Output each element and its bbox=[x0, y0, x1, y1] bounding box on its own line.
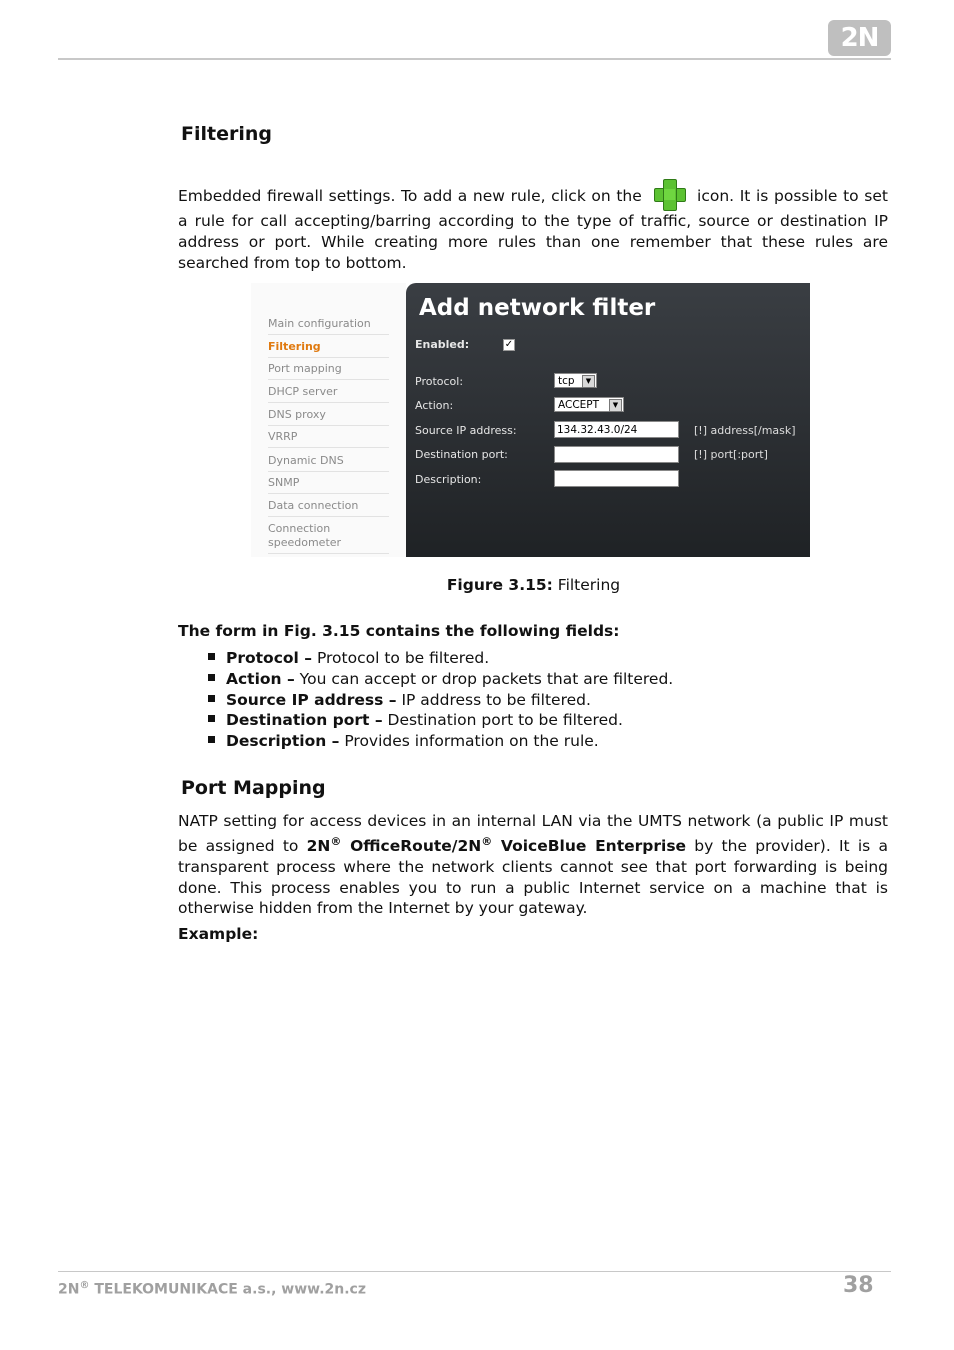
list-item bbox=[208, 731, 673, 752]
figure-form-panel bbox=[406, 283, 810, 557]
figure-add-network-filter bbox=[251, 283, 810, 557]
header-rule bbox=[58, 58, 891, 60]
source-ip-hint: [!] address[/mask] bbox=[694, 424, 796, 437]
field-desc: IP address to be filtered. bbox=[396, 690, 591, 709]
list-item bbox=[208, 669, 673, 690]
destination-port-input[interactable] bbox=[554, 446, 679, 463]
example-label: Example: bbox=[178, 925, 259, 943]
source-ip-input[interactable]: 134.32.43.0/24 bbox=[554, 421, 679, 438]
field-desc: You can accept or drop packets that are filtered. bbox=[294, 669, 674, 688]
field-term: Action – bbox=[226, 669, 295, 688]
brand-voiceblue: VoiceBlue Enterprise bbox=[492, 836, 687, 855]
footer-company-text: TELEKOMUNIKACE a.s., www.2n.cz bbox=[89, 1281, 366, 1298]
sidebar-item-dns-proxy[interactable]: DNS proxy bbox=[268, 408, 389, 426]
field-term: Protocol – bbox=[226, 649, 313, 667]
brand-2n: 2N bbox=[306, 836, 331, 855]
section-title-port-mapping: Port Mapping bbox=[181, 777, 326, 799]
chevron-down-icon: ▼ bbox=[609, 399, 622, 412]
sidebar-item-filtering[interactable]: Filtering bbox=[268, 340, 389, 358]
action-label: Action: bbox=[415, 399, 454, 412]
filtering-text-1: Embedded firewall settings. To add a new rule, click on the bbox=[178, 187, 642, 205]
description-input[interactable] bbox=[554, 470, 679, 487]
form-title: Add network filter bbox=[419, 295, 656, 321]
sidebar-item-dynamic-dns[interactable]: Dynamic DNS bbox=[268, 454, 389, 472]
bullet-icon bbox=[208, 695, 215, 702]
sidebar-item-port-mapping[interactable]: Port mapping bbox=[268, 362, 389, 380]
chevron-down-icon: ▼ bbox=[582, 375, 595, 388]
filtering-text-2: icon. It is possible to set a rule for call accepting/barring according to the type of traffic, source or destination IP address or port. While creating more rules than one remember that these rules are searched from top to bottom. bbox=[178, 187, 888, 272]
description-label: Description: bbox=[415, 473, 482, 486]
footer-rule bbox=[58, 1271, 891, 1272]
footer-company: 2N® TELEKOMUNIKACE a.s., www.2n.cz bbox=[58, 1280, 366, 1298]
action-value: ACCEPT bbox=[558, 399, 600, 411]
protocol-label: Protocol: bbox=[415, 375, 464, 388]
section-title-filtering: Filtering bbox=[181, 123, 272, 145]
action-select[interactable] bbox=[554, 397, 624, 412]
registered-mark: ® bbox=[481, 834, 493, 848]
2n-logo: 2N bbox=[828, 20, 891, 56]
sidebar-item-data-connection[interactable]: Data connection bbox=[268, 499, 389, 517]
bullet-icon bbox=[208, 715, 215, 722]
field-desc: Provides information on the rule. bbox=[339, 732, 599, 751]
port-mapping-text-1: NATP setting for access devices in an internal LAN via the UMTS network (a public IP must be assigned to bbox=[178, 812, 888, 855]
sidebar-item-main-configuration[interactable]: Main configuration bbox=[268, 317, 389, 335]
sidebar-item-connection-speedometer[interactable]: Connection speedometer bbox=[268, 522, 389, 554]
enabled-checkbox[interactable]: ✓ bbox=[504, 339, 514, 350]
add-plus-icon bbox=[651, 177, 687, 211]
bullet-icon bbox=[208, 653, 215, 660]
sidebar-item-dhcp-server[interactable]: DHCP server bbox=[268, 385, 389, 403]
figure-sidebar bbox=[251, 283, 406, 557]
list-item bbox=[208, 710, 673, 731]
list-item bbox=[208, 690, 673, 711]
destination-port-hint: [!] port[:port] bbox=[694, 448, 768, 461]
figure-caption bbox=[0, 576, 954, 594]
source-ip-label: Source IP address: bbox=[415, 424, 517, 437]
field-term: Source IP address – bbox=[226, 690, 397, 709]
bullet-icon bbox=[208, 736, 215, 743]
caption-text: Filtering bbox=[552, 576, 621, 594]
protocol-value: tcp bbox=[558, 375, 575, 387]
enabled-label: Enabled: bbox=[415, 338, 470, 351]
field-term: Destination port – bbox=[226, 711, 383, 730]
bullet-icon bbox=[208, 674, 215, 681]
brand-officeroute: OfficeRoute/2N bbox=[341, 836, 482, 855]
field-term: Description – bbox=[226, 732, 340, 751]
protocol-select[interactable] bbox=[554, 373, 597, 388]
port-mapping-text-2: by the provider). It is a transparent process where the network clients cannot see that port forwarding is being done. This process enables you to run a public Internet service on a machine that is otherwise hidden from the Internet by your gateway. bbox=[178, 836, 888, 918]
field-desc: Protocol to be filtered. bbox=[312, 649, 490, 667]
field-desc: Destination port to be filtered. bbox=[382, 711, 623, 730]
caption-label: Figure 3.15: bbox=[446, 576, 553, 594]
footer-brand: 2N bbox=[58, 1281, 80, 1298]
sidebar-item-vrrp[interactable]: VRRP bbox=[268, 430, 389, 448]
page-number: 38 bbox=[843, 1273, 874, 1298]
filtering-paragraph bbox=[178, 177, 888, 273]
destination-port-label: Destination port: bbox=[415, 448, 508, 461]
registered-mark: ® bbox=[330, 834, 342, 848]
list-item bbox=[208, 648, 673, 669]
fields-list bbox=[208, 648, 673, 752]
fields-heading: The form in Fig. 3.15 contains the following fields: bbox=[178, 622, 620, 640]
port-mapping-paragraph bbox=[178, 811, 888, 919]
sidebar-item-snmp[interactable]: SNMP bbox=[268, 476, 389, 494]
